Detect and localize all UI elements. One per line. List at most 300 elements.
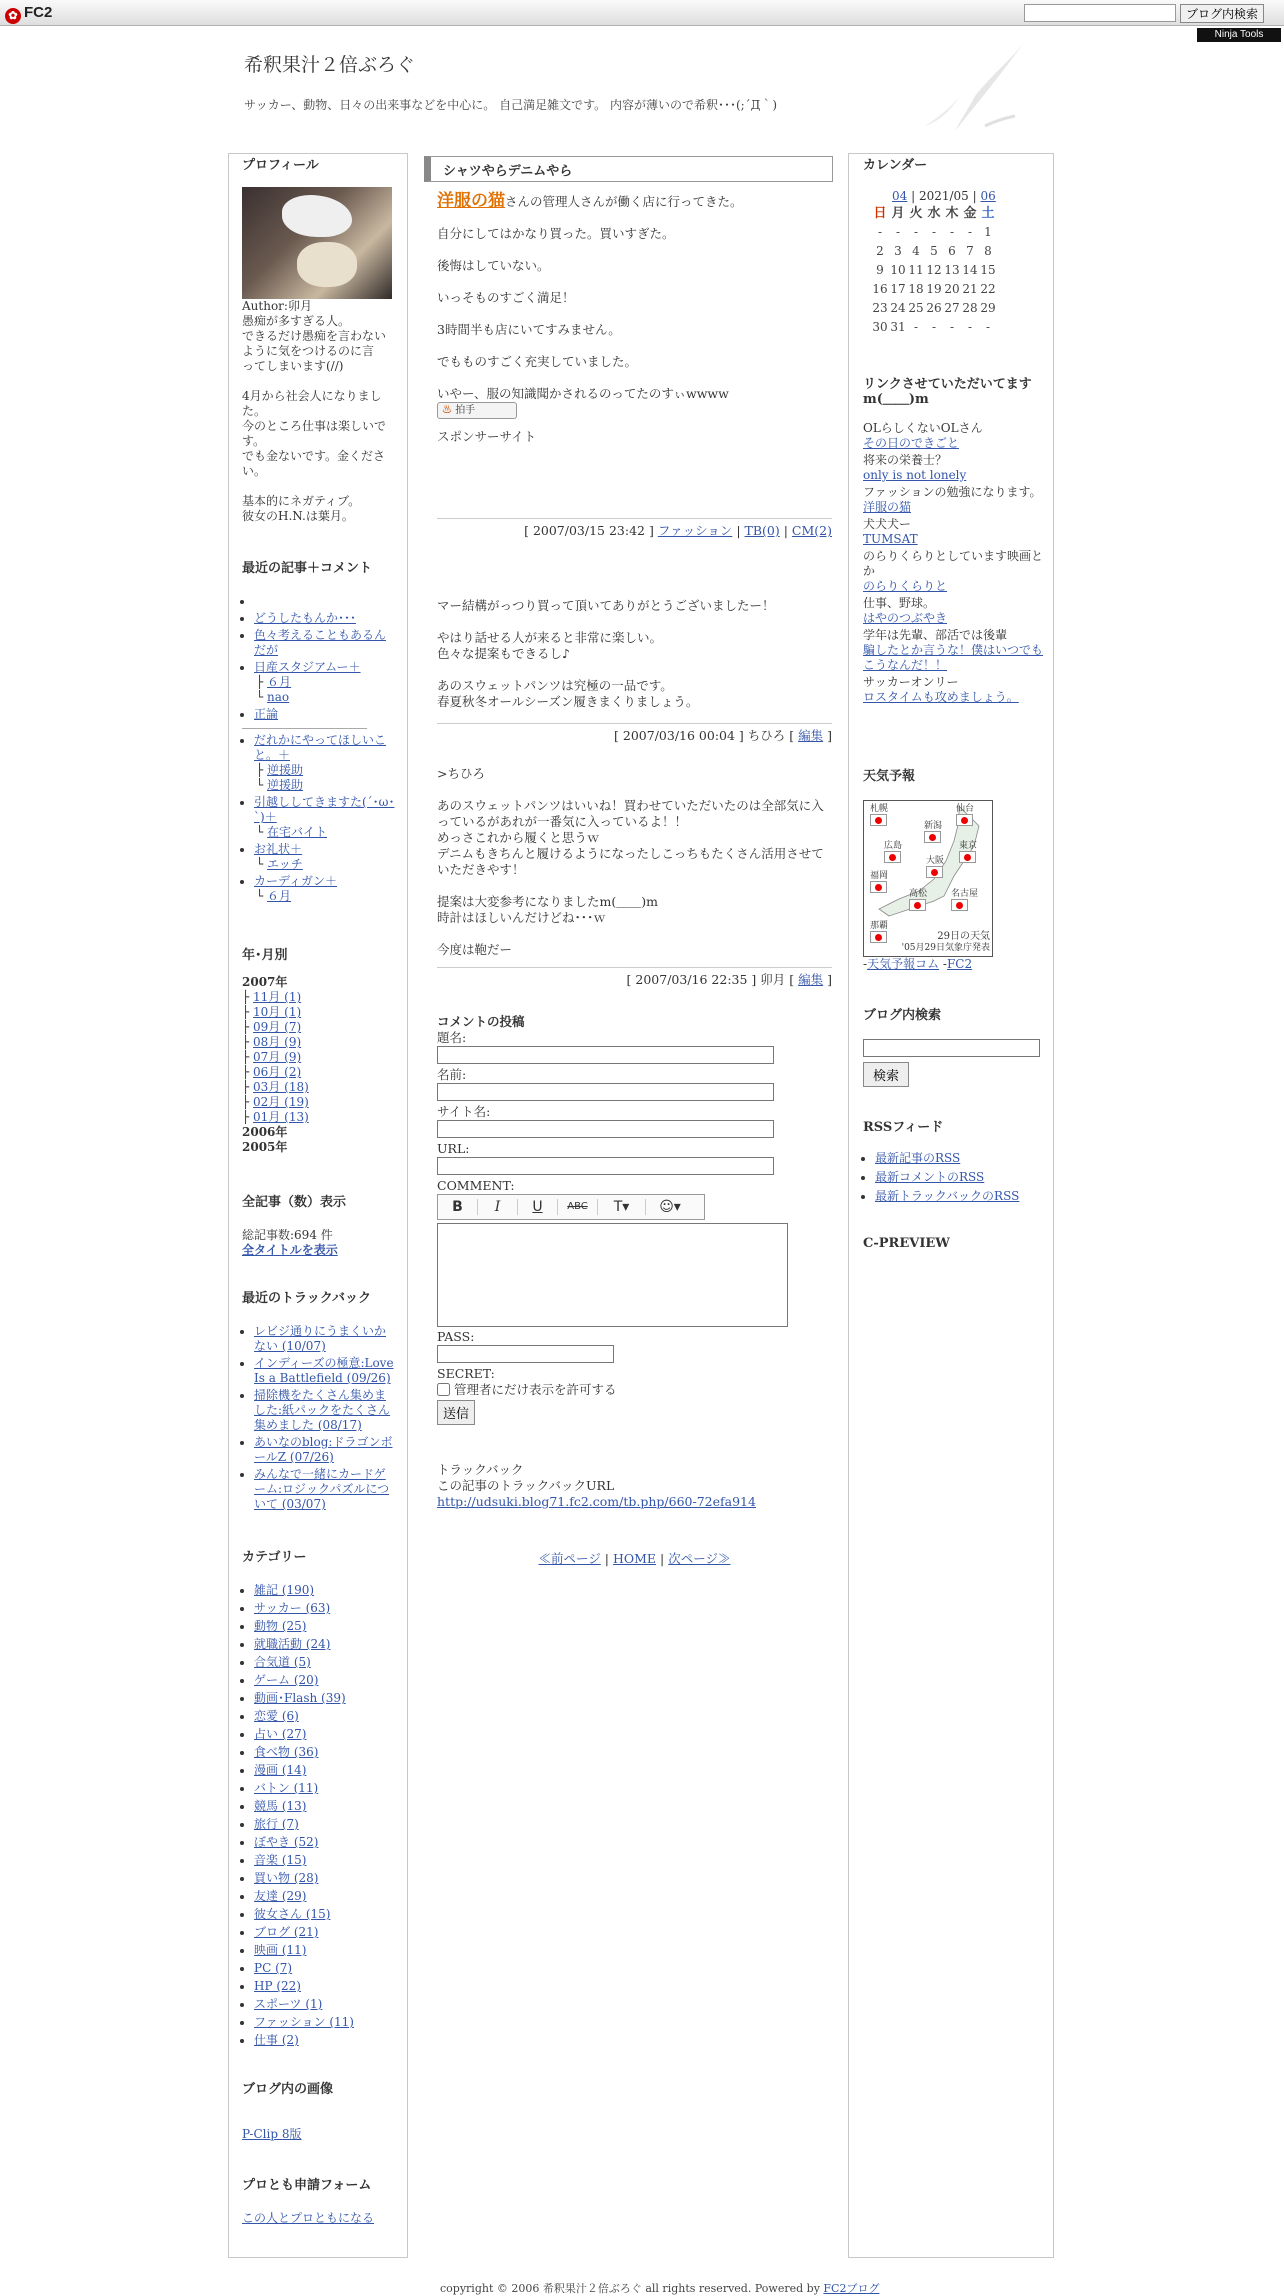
comment-line: 色々な提案もできるし♪ — [437, 646, 570, 661]
recent-comment — [254, 778, 397, 793]
category-link[interactable]: 就職活動 (24) — [254, 1637, 331, 1651]
rss-heading: RSSフィード — [863, 1120, 944, 1135]
sun-dot — [931, 869, 938, 876]
blogroll-link[interactable]: はやのつぶやき — [863, 611, 948, 625]
strikethrough-icon[interactable]: ABC — [558, 1199, 598, 1215]
category-link[interactable]: 食べ物 (36) — [254, 1745, 319, 1759]
calendar-day: - — [913, 320, 919, 334]
calendar-day: 16 — [872, 282, 888, 296]
category-link[interactable]: ぼやき (52) — [254, 1835, 319, 1849]
category-link[interactable]: 旅行 (7) — [254, 1817, 299, 1831]
category-link[interactable]: バトン (11) — [254, 1781, 319, 1795]
weather-city-name: 福岡 — [870, 871, 889, 881]
recent-entry-link[interactable]: お礼状＋ — [254, 842, 303, 856]
calendar-day: 19 — [926, 282, 942, 296]
fc2-weather-link[interactable]: FC2 — [946, 957, 973, 971]
weather-city — [956, 804, 974, 826]
entry-last-line: いやー、服の知識聞かされるのってたのすぃwwww — [437, 386, 729, 401]
comment-url-input[interactable] — [437, 1157, 774, 1175]
category-link[interactable]: サッカー (63) — [254, 1601, 331, 1615]
comment-2-edit-link[interactable]: 編集 — [798, 972, 824, 987]
recent-comment — [254, 825, 397, 840]
sun-dot — [875, 934, 882, 941]
calendar-day: 18 — [908, 282, 924, 296]
comment-toolbar — [437, 1194, 705, 1220]
calendar-prev-link[interactable]: 04 — [892, 189, 908, 203]
entry-date: [ 2007/03/15 23:42 ] — [524, 523, 654, 538]
calendar-day: 14 — [962, 263, 978, 277]
calendar-day: 6 — [948, 244, 956, 258]
profile-avatar — [242, 187, 392, 299]
profile-line: す。 — [242, 434, 266, 448]
archive-year-2007[interactable]: 2007年 — [242, 975, 288, 989]
list-item — [254, 1979, 397, 1994]
category-link[interactable]: ゲーム (20) — [254, 1673, 319, 1687]
archive-month — [242, 1005, 397, 1020]
protomo-section — [242, 2178, 397, 2226]
calendar-weekday: 土 — [981, 206, 995, 221]
font-color-icon[interactable]: T▾ — [598, 1199, 646, 1215]
list-item — [254, 1435, 397, 1465]
tree-branch-icon: └ — [256, 825, 268, 839]
link-description: 学年は先輩、部活では後輩 — [863, 628, 1008, 642]
blog-search-heading: ブログ内検索 — [863, 1008, 942, 1023]
list-item — [875, 1189, 1048, 1204]
rss-link[interactable]: 最新記事のRSS — [875, 1151, 961, 1165]
link-description: 将来の栄養士？ — [863, 453, 948, 467]
sun-icon — [884, 851, 901, 863]
list-item — [254, 2033, 397, 2048]
list-item — [254, 1817, 397, 1832]
ninja-tools-badge[interactable]: Ninja Tools — [1197, 28, 1281, 42]
category-link[interactable]: 友達 (29) — [254, 1889, 307, 1903]
profile-line: ってしまいます(//) — [242, 359, 344, 373]
profile-author: Author:卯月 — [242, 299, 312, 313]
list-item — [254, 1997, 397, 2012]
rss-link[interactable]: 最新トラックバックのRSS — [875, 1189, 1020, 1203]
submit-comment-button[interactable]: 送信 — [437, 1400, 475, 1425]
calendar-day: 8 — [984, 244, 992, 258]
calendar-day: - — [985, 320, 991, 334]
home-link[interactable]: HOME — [612, 1551, 657, 1566]
blog-images-section — [242, 2082, 397, 2142]
blogroll-link[interactable]: その日のできごと — [863, 436, 960, 450]
comment-name-input[interactable] — [437, 1083, 774, 1101]
recent-comment-link[interactable]: ６月 — [267, 675, 292, 689]
calendar-day: 31 — [890, 320, 906, 334]
calendar-day: 2 — [876, 244, 884, 258]
calendar-weekday: 火 — [909, 206, 923, 221]
recent-entry-link[interactable]: カーディガン＋ — [254, 874, 338, 888]
calendar-weekday: 水 — [927, 206, 941, 221]
calendar-day: - — [913, 225, 919, 239]
entry-comment-link[interactable]: CM(2) — [791, 523, 832, 538]
profile-text — [242, 314, 397, 524]
comment-1-meta — [437, 723, 832, 744]
trackback-link[interactable]: インディーズの極意:Love Is a Battlefield (09/26) — [254, 1356, 394, 1385]
archive-month-link[interactable]: 01月 (13) — [253, 1110, 309, 1124]
list-item — [254, 1727, 397, 1742]
recent-trackbacks-list — [242, 1324, 397, 1512]
calendar-week-row — [871, 223, 997, 242]
entry-paragraph: いっそものすごく満足！ — [437, 290, 575, 305]
sun-icon — [956, 814, 973, 826]
cpreview-section — [863, 1236, 1048, 1251]
archive-month-link[interactable]: 06月 (2) — [253, 1065, 302, 1079]
recent-trackbacks-section — [242, 1291, 397, 1512]
weather-city — [909, 889, 927, 911]
profile-line: 基本的にネガティブ。 — [242, 494, 361, 508]
list-item — [254, 1583, 397, 1598]
fc2-blog-link[interactable]: FC2ブログ — [823, 2282, 880, 2295]
secret-checkbox[interactable] — [437, 1383, 450, 1396]
entry-paragraphs — [437, 226, 832, 370]
category-link[interactable]: 音楽 (15) — [254, 1853, 307, 1867]
tree-branch-icon: └ — [256, 889, 268, 903]
comment-line — [437, 662, 832, 678]
calendar-day: - — [949, 320, 955, 334]
recent-trackbacks-heading: 最近のトラックバック — [242, 1291, 371, 1306]
comment-1-edit-link[interactable]: 編集 — [798, 728, 824, 743]
calendar-day: 3 — [894, 244, 902, 258]
archive-month-link[interactable]: 08月 (9) — [253, 1035, 302, 1049]
comment-label: COMMENT: — [437, 1178, 515, 1193]
sun-dot — [929, 834, 936, 841]
category-link[interactable]: HP (22) — [254, 1979, 301, 1993]
category-link[interactable]: 動物 (25) — [254, 1619, 307, 1633]
weather-city — [870, 871, 888, 893]
profile-line: 4月から社会人になりまし — [242, 389, 382, 403]
recent-entry-link[interactable]: どうしたもんか･･･ — [254, 611, 357, 625]
weather-city — [926, 856, 944, 878]
entry-paragraph: 3時間半も店にいてすみません。 — [437, 322, 621, 337]
title-label: 題名: — [437, 1030, 467, 1045]
tree-branch-icon: ├ — [242, 1035, 254, 1049]
comment-line: 今度は鞄だー — [437, 942, 513, 957]
archive-month — [242, 1095, 397, 1110]
calendar-week-row — [871, 318, 997, 337]
calendar-day: - — [877, 225, 883, 239]
trackback-url[interactable]: http://udsuki.blog71.fc2.com/tb.php/660-72efa914 — [437, 1494, 756, 1509]
recent-entry-link[interactable]: 引越ししてきますた(´･ω･`)＋ — [254, 795, 395, 824]
archive-year-2005[interactable]: 2005年 — [242, 1140, 288, 1154]
list-item — [254, 1356, 397, 1386]
lead-text: さんの管理人さんが働く店に行ってきた。 — [505, 194, 743, 209]
comment-site-input[interactable] — [437, 1120, 774, 1138]
weather-caption-1: 29日の天気 — [937, 931, 990, 942]
rss-list — [863, 1151, 1048, 1204]
entry-body — [437, 193, 832, 445]
recent-comment-link[interactable]: 在宅バイト — [267, 825, 328, 839]
fc2-logo[interactable] — [5, 4, 52, 24]
pclip-link[interactable]: P-Clip 8版 — [242, 2127, 302, 2141]
blog-title[interactable]: 希釈果汁２倍ぶろぐ — [244, 54, 416, 76]
list-item — [254, 628, 397, 658]
category-link[interactable]: PC (7) — [254, 1961, 293, 1975]
entry-title[interactable]: シャツやらデニムやら — [424, 156, 833, 182]
comment-line — [437, 614, 832, 630]
tree-branch-icon: └ — [256, 690, 268, 704]
archive-month — [242, 1065, 397, 1080]
weather-map[interactable] — [863, 800, 993, 957]
calendar-nav — [892, 189, 1048, 204]
calendar-day: 27 — [944, 301, 960, 315]
category-link[interactable]: 仕事 (2) — [254, 2033, 299, 2047]
calendar-day: 1 — [984, 225, 992, 239]
divider — [242, 728, 367, 729]
trackback-heading: トラックバック — [437, 1462, 524, 1477]
entry-paragraph: でもものすごく充実していました。 — [437, 354, 638, 369]
archive-month — [242, 1020, 397, 1035]
emoji-icon[interactable]: ☺▾ — [659, 1199, 681, 1215]
calendar-next-link[interactable]: 06 — [980, 189, 996, 203]
trackback-link[interactable]: 掃除機をたくさん集めました:紙パックをたくさん集めました (08/17) — [254, 1388, 391, 1432]
category-link[interactable]: 漫画 (14) — [254, 1763, 307, 1777]
blogroll-link[interactable]: only is not lonely — [863, 468, 967, 482]
calendar-day: 15 — [980, 263, 996, 277]
category-link[interactable]: ブログ (21) — [254, 1925, 319, 1939]
blog-search-section — [863, 1008, 1048, 1087]
categories-section — [242, 1550, 397, 2048]
list-item — [254, 707, 397, 729]
list-item — [254, 1853, 397, 1868]
recent-entry-link[interactable]: 日産スタジアムー＋ — [254, 660, 361, 674]
calendar-weekday: 金 — [963, 206, 977, 221]
sun-dot — [914, 902, 921, 909]
sun-icon — [870, 931, 887, 943]
comment-line: 時計はほしいんだけどね･･･ｗ — [437, 910, 606, 925]
list-item — [254, 1467, 397, 1512]
list-item — [254, 795, 397, 840]
secret-checkbox-label: 管理者にだけ表示を許可する — [453, 1382, 617, 1397]
comment-line — [437, 878, 832, 894]
archive-month — [242, 1050, 397, 1065]
calendar-day: 28 — [962, 301, 978, 315]
sun-dot — [956, 902, 963, 909]
calendar-week-row — [871, 242, 997, 261]
calendar-weekday-row — [871, 204, 997, 223]
fc2-header-bar — [0, 0, 1284, 26]
recent-comment-link[interactable]: nao — [267, 690, 290, 704]
archive-month-link[interactable]: 07月 (9) — [253, 1050, 302, 1064]
prev-page-link[interactable]: ≪前ページ — [538, 1551, 601, 1566]
profile-line — [242, 374, 397, 389]
category-link[interactable]: スポーツ (1) — [254, 1997, 323, 2011]
sun-icon — [926, 866, 943, 878]
blog-search-button[interactable]: 検索 — [863, 1062, 909, 1087]
weather-city-name: 高松 — [909, 889, 928, 899]
list-item — [254, 594, 397, 609]
category-link[interactable]: 映画 (11) — [254, 1943, 307, 1957]
weather-city — [870, 921, 888, 943]
sponsor-site-label: スポンサーサイト — [437, 429, 537, 444]
profile-line: 愚痴が多すぎる人。 — [242, 314, 351, 328]
sun-icon — [951, 899, 968, 911]
bold-icon[interactable]: B — [438, 1199, 478, 1215]
calendar-day: - — [967, 225, 973, 239]
calendar-day: - — [967, 320, 973, 334]
calendar-day: 13 — [944, 263, 960, 277]
entry-paragraph: 自分にしてはかなり買った。買いすぎた。 — [437, 226, 675, 241]
comment-line: 春夏秋冬オールシーズン履きまくりましょう。 — [437, 694, 699, 709]
list-item — [254, 1655, 397, 1670]
tree-branch-icon: ├ — [242, 1110, 254, 1124]
comment-2-date: [ 2007/03/16 22:35 ] 卯月 [ — [626, 972, 795, 987]
blogroll-link[interactable]: 洋服の猫 — [863, 500, 912, 514]
recent-entries-section — [242, 561, 397, 904]
next-page-link[interactable]: 次ページ≫ — [668, 1551, 731, 1566]
cpreview-heading: C-PREVIEW — [863, 1236, 950, 1251]
list-item — [875, 1170, 1048, 1185]
recent-entry-link[interactable]: だれかにやってほしいこと。＋ — [254, 733, 387, 762]
weather-section — [863, 769, 1048, 972]
plush-shape — [297, 242, 357, 287]
comment-line: マー結構がっつり買って頂いてありがとうございましたー！ — [437, 598, 775, 613]
calendar-grid — [871, 204, 997, 337]
archive-month-link[interactable]: 11月 (1) — [253, 990, 302, 1004]
comment-line: 提案は大変参考になりましたm(＿＿)m — [437, 894, 658, 909]
comment-title-input[interactable] — [437, 1046, 774, 1064]
calendar-day: 9 — [876, 263, 884, 277]
category-link[interactable]: 雑記 (190) — [254, 1583, 315, 1597]
rss-link[interactable]: 最新コメントのRSS — [875, 1170, 985, 1184]
profile-line: 今のところ仕事は楽しいで — [242, 419, 387, 433]
entry-paragraph: 後悔はしていない。 — [437, 258, 550, 273]
category-link[interactable]: 合気道 (5) — [254, 1655, 311, 1669]
lead-link[interactable]: 洋服の猫 — [437, 191, 505, 211]
category-link[interactable]: 恋愛 (6) — [254, 1709, 299, 1723]
archive-month-link[interactable]: 02月 (19) — [253, 1095, 309, 1109]
show-all-titles-link[interactable]: 全タイトルを表示 — [242, 1243, 338, 1257]
archive-year-2006[interactable]: 2006年 — [242, 1125, 288, 1139]
protomo-link[interactable]: この人とプロともになる — [242, 2211, 375, 2225]
comment-2-meta-close: ] — [827, 972, 832, 987]
category-link[interactable]: 競馬 (13) — [254, 1799, 307, 1813]
copyright-text: copyright © 2006 希釈果汁２倍ぶろぐ all rights reserved. Powered by — [440, 2282, 820, 2295]
list-item — [875, 1151, 1048, 1166]
comment-1-date: [ 2007/03/16 00:04 ] ちひろ [ — [614, 728, 795, 743]
weather-city-name: 那覇 — [870, 921, 889, 931]
trackback-section — [437, 1462, 832, 1510]
calendar-day: 7 — [966, 244, 974, 258]
comment-1-meta-close: ] — [827, 728, 832, 743]
category-link[interactable]: ファッション (11) — [254, 2015, 354, 2029]
blogroll-link[interactable]: TUMSAT — [863, 532, 918, 546]
pass-label: PASS: — [437, 1329, 475, 1344]
header-search-button[interactable]: ブログ内検索 — [1180, 4, 1264, 23]
blogroll-link[interactable]: のらりくらりと — [863, 579, 948, 593]
recent-comment — [254, 675, 397, 690]
list-item — [254, 2015, 397, 2030]
archive-month-link[interactable]: 09月 (7) — [253, 1020, 302, 1034]
list-item — [254, 1619, 397, 1634]
weather-city-name: 東京 — [959, 841, 978, 851]
calendar-day: 17 — [890, 282, 906, 296]
comment-textarea[interactable] — [437, 1223, 788, 1327]
underline-icon[interactable]: U — [518, 1199, 558, 1215]
comment-2-meta — [437, 967, 832, 988]
trackback-link[interactable]: レビジ通りにうまくいかない (10/07) — [254, 1324, 387, 1353]
category-link[interactable]: 買い物 (28) — [254, 1871, 319, 1885]
recent-comment-link[interactable]: ６月 — [267, 889, 292, 903]
calendar-day: 11 — [908, 263, 924, 277]
recent-comment-link[interactable]: 逆援助 — [267, 778, 304, 792]
categories-heading: カテゴリー — [242, 1550, 307, 1565]
archive-month-link[interactable]: 03月 (18) — [253, 1080, 309, 1094]
italic-icon[interactable]: I — [478, 1199, 518, 1215]
calendar-week-row — [871, 280, 997, 299]
recent-entry-link[interactable]: 正論 — [254, 707, 279, 721]
calendar-day: - — [949, 225, 955, 239]
category-link[interactable]: 動画･Flash (39) — [254, 1691, 346, 1705]
entry-count-section — [242, 1195, 397, 1258]
recent-comment — [254, 889, 397, 904]
calendar-day: 22 — [980, 282, 996, 296]
comment-2-body — [437, 766, 832, 958]
category-link[interactable]: 占い (27) — [254, 1727, 307, 1741]
sun-icon — [924, 831, 941, 843]
trackback-link[interactable]: みんなで一緒にカードゲーム:ロジックパズルについて (03/07) — [254, 1467, 390, 1511]
link-description: 犬犬犬ー — [863, 517, 912, 531]
trackback-link[interactable]: あいなのblog:ドラゴンボールZ (07/26) — [254, 1435, 393, 1464]
tree-branch-icon: ├ — [242, 1005, 254, 1019]
entry-category-link[interactable]: ファッション — [657, 523, 733, 538]
clap-icon: ♨ — [442, 405, 452, 416]
tree-branch-icon: ├ — [256, 675, 268, 689]
links-heading: リンクさせていただいてます m(＿＿)m — [863, 377, 1032, 407]
list-item — [254, 1835, 397, 1850]
recent-entry-link[interactable]: 色々考えることもあるんだが — [254, 628, 387, 657]
list-item — [254, 1871, 397, 1886]
list-item — [254, 1388, 397, 1433]
fc2-logo-text: FC2 — [24, 4, 53, 21]
weather-city — [951, 889, 978, 911]
entry-trackback-link[interactable]: TB(0) — [744, 523, 780, 538]
blogroll-link[interactable]: ロスタイムも攻めましょう。 — [863, 690, 1019, 704]
list-item — [254, 1601, 397, 1616]
blog-description: サッカー、動物、日々の出来事などを中心に。 自己満足雑文です。 内容が薄いので希釈･･･(;´Д｀) — [244, 98, 778, 112]
profile-line: ように気をつけるのに言 — [242, 344, 375, 358]
comment-password-input[interactable] — [437, 1345, 614, 1363]
blogroll-link[interactable]: 騙したとか言うな！僕はいつでもこうなんだ！！ — [863, 643, 1044, 672]
weather-sep-1: - — [863, 957, 868, 971]
sun-dot — [875, 884, 882, 891]
clap-button[interactable] — [437, 402, 517, 419]
categories-list — [242, 1583, 397, 2048]
archives-section — [242, 948, 397, 1155]
header-search-input[interactable] — [1024, 4, 1176, 22]
pager: ≪前ページ | HOME | 次ページ≫ — [538, 1551, 731, 1566]
recent-entries-list — [242, 594, 397, 904]
comment-form — [437, 1014, 832, 1425]
category-link[interactable]: 彼女さん (15) — [254, 1907, 331, 1921]
recent-comment-link[interactable]: 逆援助 — [267, 763, 304, 777]
weather-caption-2: '05月29日気象庁発表 — [901, 943, 990, 953]
comment-1 — [437, 598, 832, 710]
recent-comment-link[interactable]: エッチ — [267, 857, 303, 871]
calendar-day: 23 — [872, 301, 888, 315]
list-item — [254, 1781, 397, 1796]
weather-site-link[interactable]: 天気予報コム — [867, 957, 940, 971]
list-item — [254, 1943, 397, 1958]
archives-heading: 年･月別 — [242, 948, 288, 963]
archive-month-link[interactable]: 10月 (1) — [253, 1005, 302, 1019]
calendar-day: 24 — [890, 301, 906, 315]
links-section — [863, 377, 1048, 705]
archive-month-list — [242, 990, 397, 1125]
blog-search-input[interactable] — [863, 1039, 1040, 1057]
calendar-week-row — [871, 261, 997, 280]
